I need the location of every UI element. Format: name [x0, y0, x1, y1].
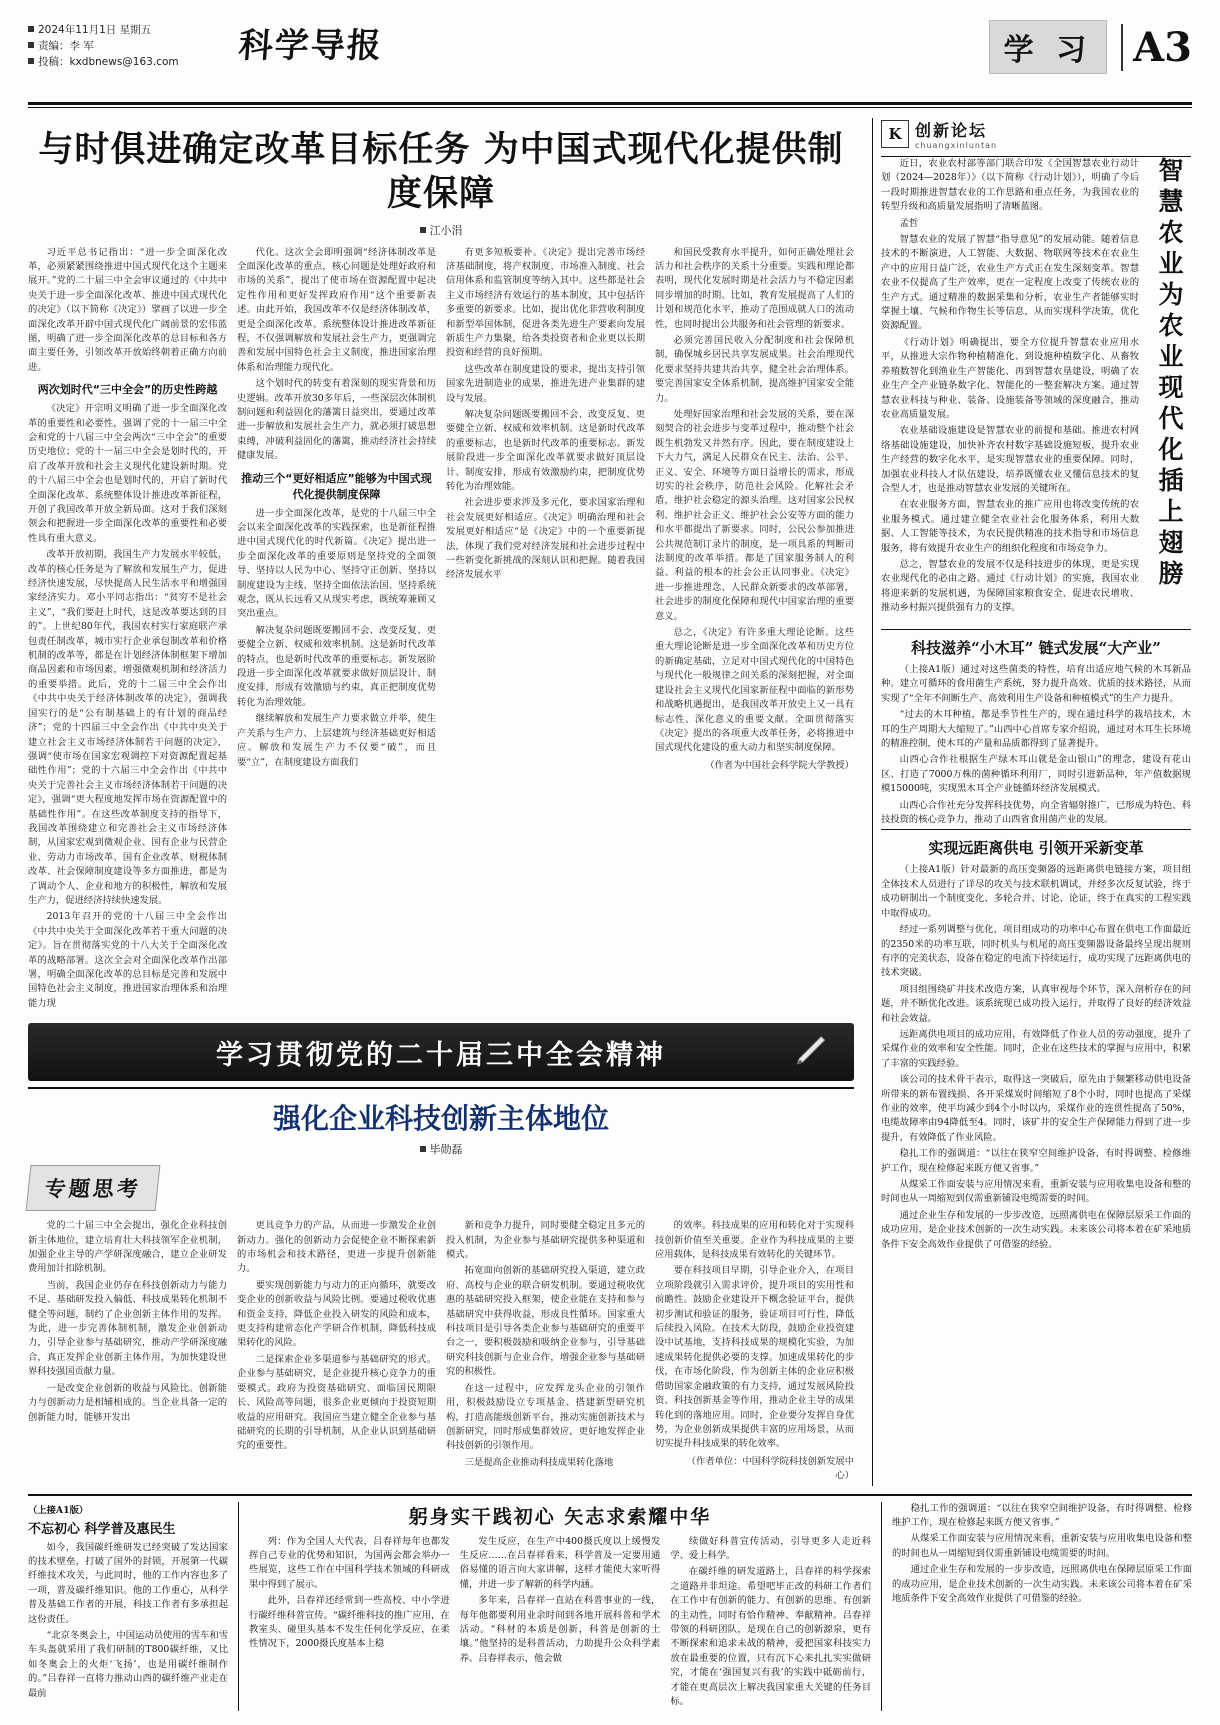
- bottom-left-title: 不忘初心 科学普及惠民生: [28, 1521, 176, 1537]
- paragraph: 解决复杂问题既要搬回不会、改变反复、更要健全立新、权威和效率机制。这是新时代改革的重要标志，也是新时代改革的重要标志。新发展阶段进一步全面深化改革就要求做好顶层设计、制度安排，形成有效激励约束，把制度优势转化为治理效能。: [446, 408, 645, 492]
- lead-author-note: （作者为中国社会科学院大学教授）: [705, 759, 854, 771]
- masthead-logo: [179, 18, 989, 67]
- paragraph: 这些改革在制度建设的要求，提出支持引领国家先进制造业的成果，推进先进产业集群的建设与发展。: [446, 363, 645, 404]
- paragraph: 如今，我国碳纤维研发已经突破了发达国家的技术壁垒，打破了国外的封锁，开展第一代碳纤维技术攻关，与此同时，他的工作内容也多了一项，普及碳纤维知识。他的工作重心，从科学普及基础工作者的开展，科技工作者有多承担起这份责任。: [28, 1541, 228, 1625]
- article2-col-4: [655, 1219, 854, 1485]
- sidebar-author: 孟哲: [899, 217, 919, 229]
- paragraph: 列：作为全国人大代表，吕春祥每年也都发挥自己专业的优势和知识，为国两会都会举办一些展览，这些工作在中国科学技术领域的科研成果中得到了展示。: [249, 1535, 450, 1590]
- paragraph: 继续解放和发展生产力要求做立并举，使生产关系与生产力、上层建筑与经济基础更好相适应。解放和发展生产力不仅要“破”，而且要“立”，在制度建设方面我们: [237, 713, 436, 768]
- paragraph: 山西心合作社充分发挥科技优势，向全省辐射推广，已形成为特色、科技投资的核心竞争力，推动了山西省食用菌产业的发展。: [881, 799, 1191, 826]
- paragraph: 必须完善国民收入分配制度和社会保障机制，确保城乡居民共享发展成果。社会治理现代化要求坚持共建共治共享，健全社会治理体系。要完善国家安全体系机制，提高维护国家安全能力。: [655, 334, 854, 404]
- bottom-center-col-3: [670, 1535, 871, 1712]
- paragraph: 习近平总书记指出：“进一步全面深化改革，必须紧紧围绕推进中国式现代化这个主题来展开。”党的二十届三中全会审议通过的《中共中央关于进一步全面深化改革、推进中国式现代化的决定》（以下简称《决定》）擘画了以进一步全面深化改革开辟中国式现代化广阔前景的宏伟蓝图，明确了进一步全面深化改革的总目标和各方面主要任务，引领改革开放始终朝着正确方向前进。: [28, 246, 227, 373]
- paragraph: 党的二十届三中全会提出，强化企业科技创新主体地位，建立培育壮大科技领军企业机制，加强企业主导的产学研深度融合，建立企业研发费用加计扣除机制。: [28, 1220, 227, 1275]
- paragraph: 代化。这次全会即明强调“经济体制改革是全面深化改革的重点，核心问题是处理好政府和市场的关系”，提出了使市场在资源配置中起决定性作用和更好发挥政府作用“这个重要新表述。由此开始，我国改革不仅是经济体制改革，更是全面深化改革、系统整体设计推进改革新征程，不仅强调解放和发展社会生产力，更强调完善和发展中国特色社会主义制度，推进国家治理体系和治理能力现代化。: [237, 246, 436, 373]
- paragraph: （上接A1版）针对最新的高压变频器的远距离供电链接方案，项目组全体技术人员进行了详尽的攻关与技术联机调试，并经多次反复试验，终于成功研制出一个制度变化、多轮合并、讨论、论证，终于在真实的工程实践中取得成功。: [881, 864, 1191, 919]
- lead-byline: 江小涓: [28, 222, 854, 238]
- paragraph: “过去的木耳种植，都是季节性生产的，现在通过科学的栽培技术，木耳的生产周期大大缩短了。”山西中心首席专家介绍说，通过对木耳生长环境的精准控制，使木耳的产量和品质都得到了显著提升。: [881, 709, 1191, 750]
- paragraph: 拓宽面向创新的基础研究投入渠道，建立政府、高校与企业的联合研发机制。要通过税收优惠的基础研究投入框架，使企业能在支持和参与基础研究中获得收益，形成良性循环。国家重大科技项目是引导各类企业参与基础研究的重要平台之一，要积极鼓励和吸纳企业参与，引导基础研究科技创新与企业合作，增强企业参与基础研究的积极性。: [446, 1265, 645, 1378]
- paragraph: 从煤采工作面安装与应用情况来看，重新安装与应用收集电设备和整的时间也从一周缩短到仅需重新铺设电缆需要的时间。: [881, 1179, 1191, 1205]
- article2-author-note: （作者单位：中国科学院科技创新发展中心）: [686, 1455, 854, 1482]
- banner-text: 学习贯彻党的二十届三中全会精神: [216, 1039, 666, 1071]
- forum-pinyin: chuangxinluntan: [915, 141, 998, 150]
- paragraph: 农业基础设施建设是智慧农业的前提和基础。推进农村网络基础设施建设，加快补齐农村数字基础设施短板，提升农业生产经营的数字化水平，是实现智慧农业的重要保障。同时，加强农业科技人才队伍建设，培养既懂农业又懂信息技术的复合型人才，也是推动智慧农业发展的关键所在。: [881, 425, 1139, 494]
- campaign-banner: [28, 1023, 854, 1081]
- section-label: 学 习: [989, 20, 1107, 74]
- forum-k-icon: K: [881, 120, 909, 148]
- topic-badge: 专题思考: [26, 1165, 161, 1211]
- paragraph: 总之，智慧农业的发展不仅是科技进步的体现，更是实现农业现代化的必由之路。通过《行动计划》的实施，我国农业将迎来新的发展机遇，为保障国家粮食安全、促进农民增收、推动乡村振兴提供强有力的支撑。: [881, 558, 1139, 614]
- paragraph: （上接A1版）通过对这些菌类的特性，培育出适应地气候的木耳新品种。建立可循环的食用菌生产系统，努力提升高效、优质的技术路径，从而实现了“全年不间断生产、高效利用生产设备和种植模式”的生产力提升。: [881, 664, 1191, 704]
- sidebar: [881, 118, 1191, 1486]
- column-divider: [872, 118, 873, 1486]
- sidebar-rule-2: [881, 829, 1191, 830]
- date-line: 2024年11月1日 星期五: [28, 22, 179, 38]
- paragraph: 《决定》开宗明义明确了进一步全面深化改革的重要性和必要性，强调了党的十一届三中全会和党的十八届三中全会两次“三中全会”的重要历史地位；党的十一届三中全会是划时代的，开启了改革开放和社会主义现代化建设新时期。党的十八届三中全会也是划时代的，开启了新时代全面深化改革、系统整体设计推进改革新征程，开创了我国改革开放全新局面。这对于我们深刻领会和把握进一步全面深化改革的重要性和必要性具有重大意义。: [28, 403, 227, 544]
- article2-columns: [28, 1219, 854, 1485]
- paragraph: 经过一系列调整与优化，项目组成功的功率中心布置在供电工作面最近的2350米的功率互联，同时机头与机尾的高压变频器设备最终呈现出规则有序的完美状态，设备在稳定的电流下持续运行，成功实现了远距离供电的技术突破。: [881, 924, 1191, 979]
- masthead-rule-thin: [28, 107, 1192, 108]
- editor-line: 责编：李 军: [28, 38, 179, 54]
- bottom-center-col-2: [460, 1535, 661, 1712]
- paragraph: 稳扎工作的强调道：“以往在狭窄空间维护设备，有时得调整、检修维护工作，现在检修起来既方便又省事。”: [881, 1148, 1191, 1174]
- paragraph: 和国民受教育水平提升，如何正确处理社会活力和社会秩序的关系十分重要。实践和理论都表明，现代化发展时期是社会活力与不稳定因素同步增加的时期。比如，教育发展提高了人们的计划和规范化水平，推动了范围成就人口的流动性，也同时提出公共服务和社会管理的新要求。: [655, 246, 854, 330]
- sidebar-article-body: [881, 157, 1139, 627]
- main-content: [28, 118, 864, 1486]
- sidebar-sub1-title: 科技滋养“小木耳” 链式发展“大产业”: [911, 639, 1161, 657]
- paper-logo: 科学导报: [236, 26, 384, 66]
- paragraph: 解决复杂问题既要搬回不会、改变反复、更要健全立新、权威和效率机制。这是新时代改革的特点，也是新时代改革的重要标志。新发展阶段进一步全面深化改革就要求做好顶层设计、制度安排，形成有效激励与约束，真正把制度优势转化为治理效能。: [237, 624, 436, 708]
- masthead-info: [28, 18, 179, 70]
- bottom-center-col-1: [249, 1535, 450, 1712]
- paragraph: 有更多短板要补。《决定》提出完善市场经济基础制度，将产权制度、市场准入制度、社会信用体系和监管制度等纳入其中。这些都是社会主义市场经济有效运行的基本制度，其中包括许多重要的新要求。比如，提出优化非营收利制度和新型举国体制，促进各类先进生产要素向发展新质生产力集聚，给各类投资者和企业更以长期投资和经营的良好预期。: [446, 246, 645, 359]
- paragraph: 此外，吕春祥还经常到一些高校、中小学进行碳纤维科普宣传。“碳纤维科技的推广应用，在教室头、碰里头基本不发生任何化学反应，在柔性情况下，2000摄氏度基本上稳: [249, 1595, 450, 1650]
- paragraph: 项目组围绕矿井技术改造方案，认真审视每个环节，深入剖析存在的问题，并不断优化改进。该系统现已成功投入运行，并取得了良好的经济效益和社会效益。: [881, 983, 1191, 1024]
- paragraph: 要实现创新能力与动力的正向循环，就要改变企业的创新收益与风险比例。要通过税收优惠和资金支持，降低企业投入研发的风险和成本，更支持构建常态化产学研合作机制，降低科技成果转化的风险。: [237, 1279, 436, 1349]
- topic-badge-wrap: [28, 1165, 854, 1211]
- bottom-right: [892, 1502, 1192, 1712]
- bottom-left-cont: （上接A1版）: [28, 1504, 89, 1516]
- paragraph: 进一步全面深化改革，是党的十八届三中全会以来全面深化改革的实践探索，也是新征程推进中国式现代化的时代新篇。《决定》提出进一步全面深化改革的重要原则是坚持党的全面领导、坚持以人民为中心、坚持守正创新、坚持以制度建设为主线、坚持全面依法治国、坚持系统观念，既从长远看又从现实考虑，既统筹兼顾又突出重点。: [237, 507, 436, 620]
- sidebar-sub2-body: [881, 863, 1191, 1252]
- paragraph: 远距离供电项目的成功应用，有效降低了作业人员的劳动强度，提升了采煤作业的效率和安全性能。同时，企业在这些技术的掌握与应用中，积累了丰富的实践经验。: [881, 1028, 1191, 1069]
- pencil-icon: [794, 1035, 828, 1069]
- paragraph: 要在科技项目早期，引导企业介入，在项目立项阶段就引入需求评价，提升项目的实用性和前瞻性。鼓励企业建设开下概念验证平台，提供初步测试和验证的服务，验证项目可行性，降低后续投入风险。在技术大防段，鼓励企业投资建设中试基地，支持科技成果的规模化实验，为加速成果转化提供必要的支撑。加速成果转化的步伐，在市场化阶段，作为创新主体的企业应积极借助国家金融政策的有力支持，通过发展风险投资、科技创新基金等作用，推动企业主导的成果转化到的落地应用。同时，企业要分发挥自身优势，为企业创新成果提供丰富的应用场景，从而切实提升科技成果的转化效率。: [655, 1265, 854, 1450]
- paragraph: 在碳纤维的研发道路上，吕春祥的科学探索之道路并非坦途。希望吧毕正改的科研工作者们在工作中有创新的能力、有创新的思维、有创新的主动性，同时有恰作精神、奉献精神。吕春祥带领的科研团队，是现在自己的创新源泉，更有不断探索和追求未战的精神，爱把国家科技实力放在最重要的位置，只有沉下心来扎扎实实做研究，才能在‘强国复兴有我’的实践中砥砺前行，才能在更高层次上解决我国家重大关键的任务目标。: [670, 1566, 872, 1707]
- mail-line: 投稿：kxdbnews@163.com: [28, 54, 179, 70]
- lead-col-1: [28, 246, 227, 1014]
- paragraph: 通过企业生存和发展的一步步改造，远照离供电在保障层原采工作面的成功应用，是企业技术创新的一次生动实践。未来该公司将本着在矿采地质条件下安全高效作业提供了可借鉴的经验。: [881, 1209, 1191, 1250]
- article2-col-1: [28, 1219, 227, 1485]
- paragraph: 更具竞争力的产品，从而进一步激发企业创新动力。强化的创新动力会促使企业不断探索新的市场机会和技术路径，更进一步提升创新能力。: [237, 1220, 436, 1275]
- lead-col-3: [446, 246, 645, 1014]
- paragraph: 当前，我国企业仍存在科技创新动力与能力不足、基础研发投入偏低、科技成果转化机制不健全等问题，制约了企业创新主体作用的发挥。为此，进一步完善体制机制，激发企业创新动力，引导企业参与基础研究，推动产学研深度融合，真正发挥企业创新主体作用，为加快建设世界科技强国贡献力量。: [28, 1279, 227, 1378]
- lead-col-2: [237, 246, 436, 1014]
- article2-byline: 毕勋磊: [28, 1141, 854, 1157]
- article2-headline: 强化企业科技创新主体地位: [272, 1102, 609, 1136]
- bottom-strip: [28, 1494, 1192, 1712]
- lead-columns: [28, 246, 854, 1014]
- lead-headline: 与时俱进确定改革目标任务 为中国式现代化提供制度保障: [38, 129, 844, 214]
- paragraph: 发生反应，在生产中400摄氏度以上缓慢发生反应……在吕春祥看来，科学普及一定要用通俗易懂的语言向大家讲解，这样才能使大家听得懂，并进一步了解新的科学内涵。: [459, 1535, 661, 1590]
- sidebar-rule-1: [881, 629, 1191, 630]
- lead-col-4: [655, 246, 854, 1014]
- paragraph: 智慧农业的发展了智慧“指导意见”的发展动能。随着信息技术的不断演进，人工智能、大数据、物联网等技术在农业生产中的应用日益广泛，农业生产方式正在发生深刻变革。智慧农业不仅提高了生产效率，更在一定程度上改变了传统农业的生产方式。通过精准的数据采集和分析，农业生产者能够实时掌握土壤、气候和作物生长等信息，从而实现科学决策，优化资源配置。: [881, 234, 1139, 332]
- paragraph: 一是改变企业创新的收益与风险比。创新能力与创新动力是相辅相成的。当企业具备一定的创新能力时，能够开发出: [28, 1382, 227, 1423]
- bottom-center: [249, 1502, 871, 1712]
- bottom-divider-1: [238, 1502, 239, 1712]
- paragraph: 总之，《决定》有许多重大理论论断。这些重大理论论断是进一步全面深化改革和历史方位的新确定基础，立足对中国式现代化的中国特色与现代化一般规律之间关系的深刻把握，对全面建设社会主义现代化国家新征程中面临的新形势和战略机遇提出，是我国改革开放史上又一具有标志性、深化意义的重要文献。全面贯彻落实《决定》提出的各项重大改革任务，必将推进中国式现代化建设的重大动力和坚实制度保障。: [655, 627, 854, 754]
- lead-subheading-2: 推动三个“更好相适应”能够为中国式现代化提供制度保障: [241, 471, 432, 501]
- paragraph: 在农业服务方面，智慧农业的推广应用也将改变传统的农业服务模式。通过建立健全农业社会化服务体系，利用大数据、人工智能等技术，为农民提供精准的技术指导和市场信息服务，将有效提升农业生产的组织化程度和市场竞争力。: [881, 499, 1139, 554]
- paragraph: 《行动计划》明确提出，要全方位提升智慧农业应用水平，从推进大宗作物种植精准化、到设施种植数字化、从畜牧养殖数智化到渔业生产智能化、再到智慧农垦建设，明确了农业生产全产业链条数字化、智能化的一整套解决方案。通过智慧农业科技与种业、装备、设施装备等领域的深度融合，推动农业高质量发展。: [881, 336, 1139, 420]
- article2-col-2: [237, 1219, 436, 1485]
- paragraph: 从煤采工作面安装与应用情况来看，重新安装与应用收集电设备和整的时间也从一周缩短到仅需重新铺设电缆需要的时间。: [892, 1533, 1192, 1559]
- section-rule: [28, 1087, 854, 1089]
- masthead-section: [989, 18, 1192, 74]
- forum-title: 创新论坛: [915, 121, 988, 140]
- lead-subheading-1: 两次划时代“三中全会”的历史性跨越: [37, 383, 218, 397]
- paragraph: 续做好科普宣传活动，引导更多人走近科学、爱上科学。: [670, 1535, 872, 1561]
- bottom-divider-2: [881, 1502, 882, 1712]
- paragraph: 改革开放初期，我国生产力发展水平较低，改革的核心任务是为了解放和发展生产力，促进经济快速发展，尽快提高人民生活水平和增强国家经济实力。邓小平同志指出：“贫穷不是社会主义”，“我们要赶上时代，这是改革要达到的目的”。上世纪80年代，我国农村实行家庭联产承包责任制改革，城市实行企业承包制改革和价格机制的改革等，都是在计划经济体制框架下增加商品因素和市场因素，增强微观机制和经济活力的重要举措。此后，党的十二届三中全会作出《中共中央关于经济体制改革的决定》，强调我国实行的是“公有制基础上的有计划的商品经济”；党的十四届三中全会作出《中共中央关于建立社会主义市场经济体制若干问题的决定》，强调“使市场在国家宏观调控下对资源配置起基础性作用”；党的十六届三中全会作出《中共中央关于完善社会主义市场经济体制若干问题的决定》，强调“更大程度地发挥市场在资源配置中的基础性作用”。在这些改革制度支持的指导下，我国改革围绕建立和完善社会主义市场经济体制，从国家宏观到微观企业、国有企业与民营企业、劳动力市场改革、国有企业改革、财税体制改革、社会保障制度建设等多方面推进，都是为了调动个人、企业和地方的积极性，解放和发展生产力，促进经济持续快速发展。: [28, 549, 227, 906]
- paragraph: 稳扎工作的强调道：“以往在狭窄空间维护设备，有时得调整、检修维护工作，现在检修起来既方便又省事。”: [892, 1502, 1192, 1528]
- paragraph: 在这一过程中，应发挥龙头企业的引领作用，积极鼓励设立专项基金、搭建新型研究机构，打造高能级创新平台，推动实施创新技术与创新研究，同时形成集群效应，更好地发挥企业科技创新的引领作用。: [446, 1382, 645, 1452]
- paragraph: 处理好国家治理和社会发展的关系，要在深刻契合的社会进步与变革过程中，推动整个社会既生机勃发又井然有序。因此，要在制度建设上下大力气，满足人民群众在民主、法治、公平、正义、安全、环境等方面日益增长的需求，形成切实的社会秩序，防范社会风险。化解社会矛盾，维护社会稳定的源头治理。这对国家公民权利、维护社会正义、维护社会公安等方面的能力和水平都提出了新要求。同时，公民公参加推进公共规范制订录片的制度，是一项具系的判断司法制度的改革举措。都是了国家服务制人的利益、利益的根本的社会公正认同事业。《决定》进一步推进理念、人民群众新要求的改革部署，社会进步的制度化保障和现代中国家治理的重要意义。: [655, 408, 854, 622]
- paragraph: 多年来，吕春祥一直站在科普事业的一线，每年他都要利用业余时间到各地开展科普和学术活动。“科材的本质是创新，科普是创新的土壤。”他坚持的是科普活动，力助提升公众科学素养。吕春祥表示，他会做: [459, 1595, 661, 1664]
- paragraph: 该公司的技术骨干表示，取得这一突破后，原先由于频繁移动供电设备所带来的新布置线损、各开采煤炭时间缩短了8个小时，同时也提高了采煤作业的效率，使平均减少到4个小时以内，采煤作业的连贯性提高了50%，电缆故障率由94降低至4。同时，该矿井的安全生产保障能力得到了进一步提升，有效降低了作业风险。: [881, 1074, 1191, 1143]
- masthead-rule: [28, 102, 1192, 105]
- paragraph: 2013年召开的党的十八届三中全会作出《中共中央关于全面深化改革若干重大问题的决定》。旨在贯彻落实党的十八大关于全面深化改革的战略部署。这次全会对全面深化改革作出部署，明确全面深化改革的总目标是完善和发展中国特色社会主义制度，推进国家治理体系和治理能力现: [28, 911, 227, 1009]
- paragraph: 这个划时代的转变有着深刻的现实背景和历史逻辑。改革开放30多年后，一些深层次体制机制问题和利益固化的藩篱日益突出，要通过改革进一步解放和发展社会生产力，就必须打破思想束缚，冲破利益固化的藩篱，推动经济社会持续健康发展。: [237, 378, 436, 462]
- paragraph: 社会进步要求涉及多元化，要求国家治理和社会发展更好相适应。《决定》明确治理和社会发展更好相适应“是《决定》中的一个重要新提法，体现了我们党对经济发展和社会进步过程中一些新变化新挑战的深刻认识和把握。随着我国经济发展水平: [446, 497, 645, 581]
- paragraph: 山西心合作社根据生产绿木耳山就是金山银山”的理念，建设有花山区、打造了7000万株的菌种循环利用厂，同时引进新品种，年产值数据规模15000吨，实现黑木耳全产业链循环经济发展模式。: [881, 754, 1191, 795]
- paragraph: 新和竞争力提升，同时要健全稳定且多元的投入机制，为企业参与基础研究提供多种渠道和模式。: [446, 1220, 645, 1261]
- article2-col-3: [446, 1219, 645, 1485]
- sidebar-sub1-body: [881, 663, 1191, 827]
- paragraph: 二是探索企业多渠道参与基础研究的形式。企业参与基础研究，是企业提升核心竞争力的重要模式。政府为投资基础研究、面临国民期限长、风险高等问题，很多企业更倾向于投资短期收益的应用研究。我国应当建立健全企业参与基础研究的长期的引导机制，从企业认识到基础研究的重要性。: [237, 1353, 436, 1452]
- masthead: [28, 18, 1192, 98]
- forum-badge: [881, 118, 1191, 150]
- bottom-left: [28, 1502, 228, 1712]
- paragraph: “北京冬奥会上，中国运动员使用的雪车和雪车头盔就采用了我们研制的T800碳纤维，又比如冬奥会上的火炬‘飞扬’，也是用碳纤维制作的。”吕春祥一直将力推动山西的碳纤维产业走在最前: [28, 1629, 228, 1699]
- paragraph: 通过企业生存和发展的一步步改造，远照离供电在保障层原采工作面的成功应用，是企业技术创新的一次生动实践。未来该公司将本着在矿采地质条件下安全高效作业提供了可借鉴的经验。: [892, 1564, 1192, 1604]
- sidebar-vertical-title: 智慧农业为农业现代化插上翅膀: [1155, 157, 1184, 591]
- bottom-center-title: 躬身实干践初心 矢志求索耀中华: [408, 1505, 712, 1528]
- paragraph: 三是提高企业推动科技成果转化落地: [464, 1456, 614, 1468]
- paragraph: 近日，农业农村部等部门联合印发《全国智慧农业行动计划（2024—2028年）》（以下简称《行动计划》），明确了今后一段时期推进智慧农业的工作思路和重点任务，为我国农业的转型升级和高质量发展指明了清晰蓝图。: [881, 158, 1139, 213]
- page-number: A3: [1121, 24, 1192, 71]
- sidebar-vertical-title-wrap: [1147, 157, 1191, 627]
- paragraph: 的效率。科技成果的应用和转化对于实现科技创新价值至关重要。企业作为科技成果的主要应用载体，是科技成果有效转化的关键环节。: [655, 1220, 854, 1261]
- sidebar-sub2-title: 实现远距离供电 引领开采新变革: [928, 839, 1144, 858]
